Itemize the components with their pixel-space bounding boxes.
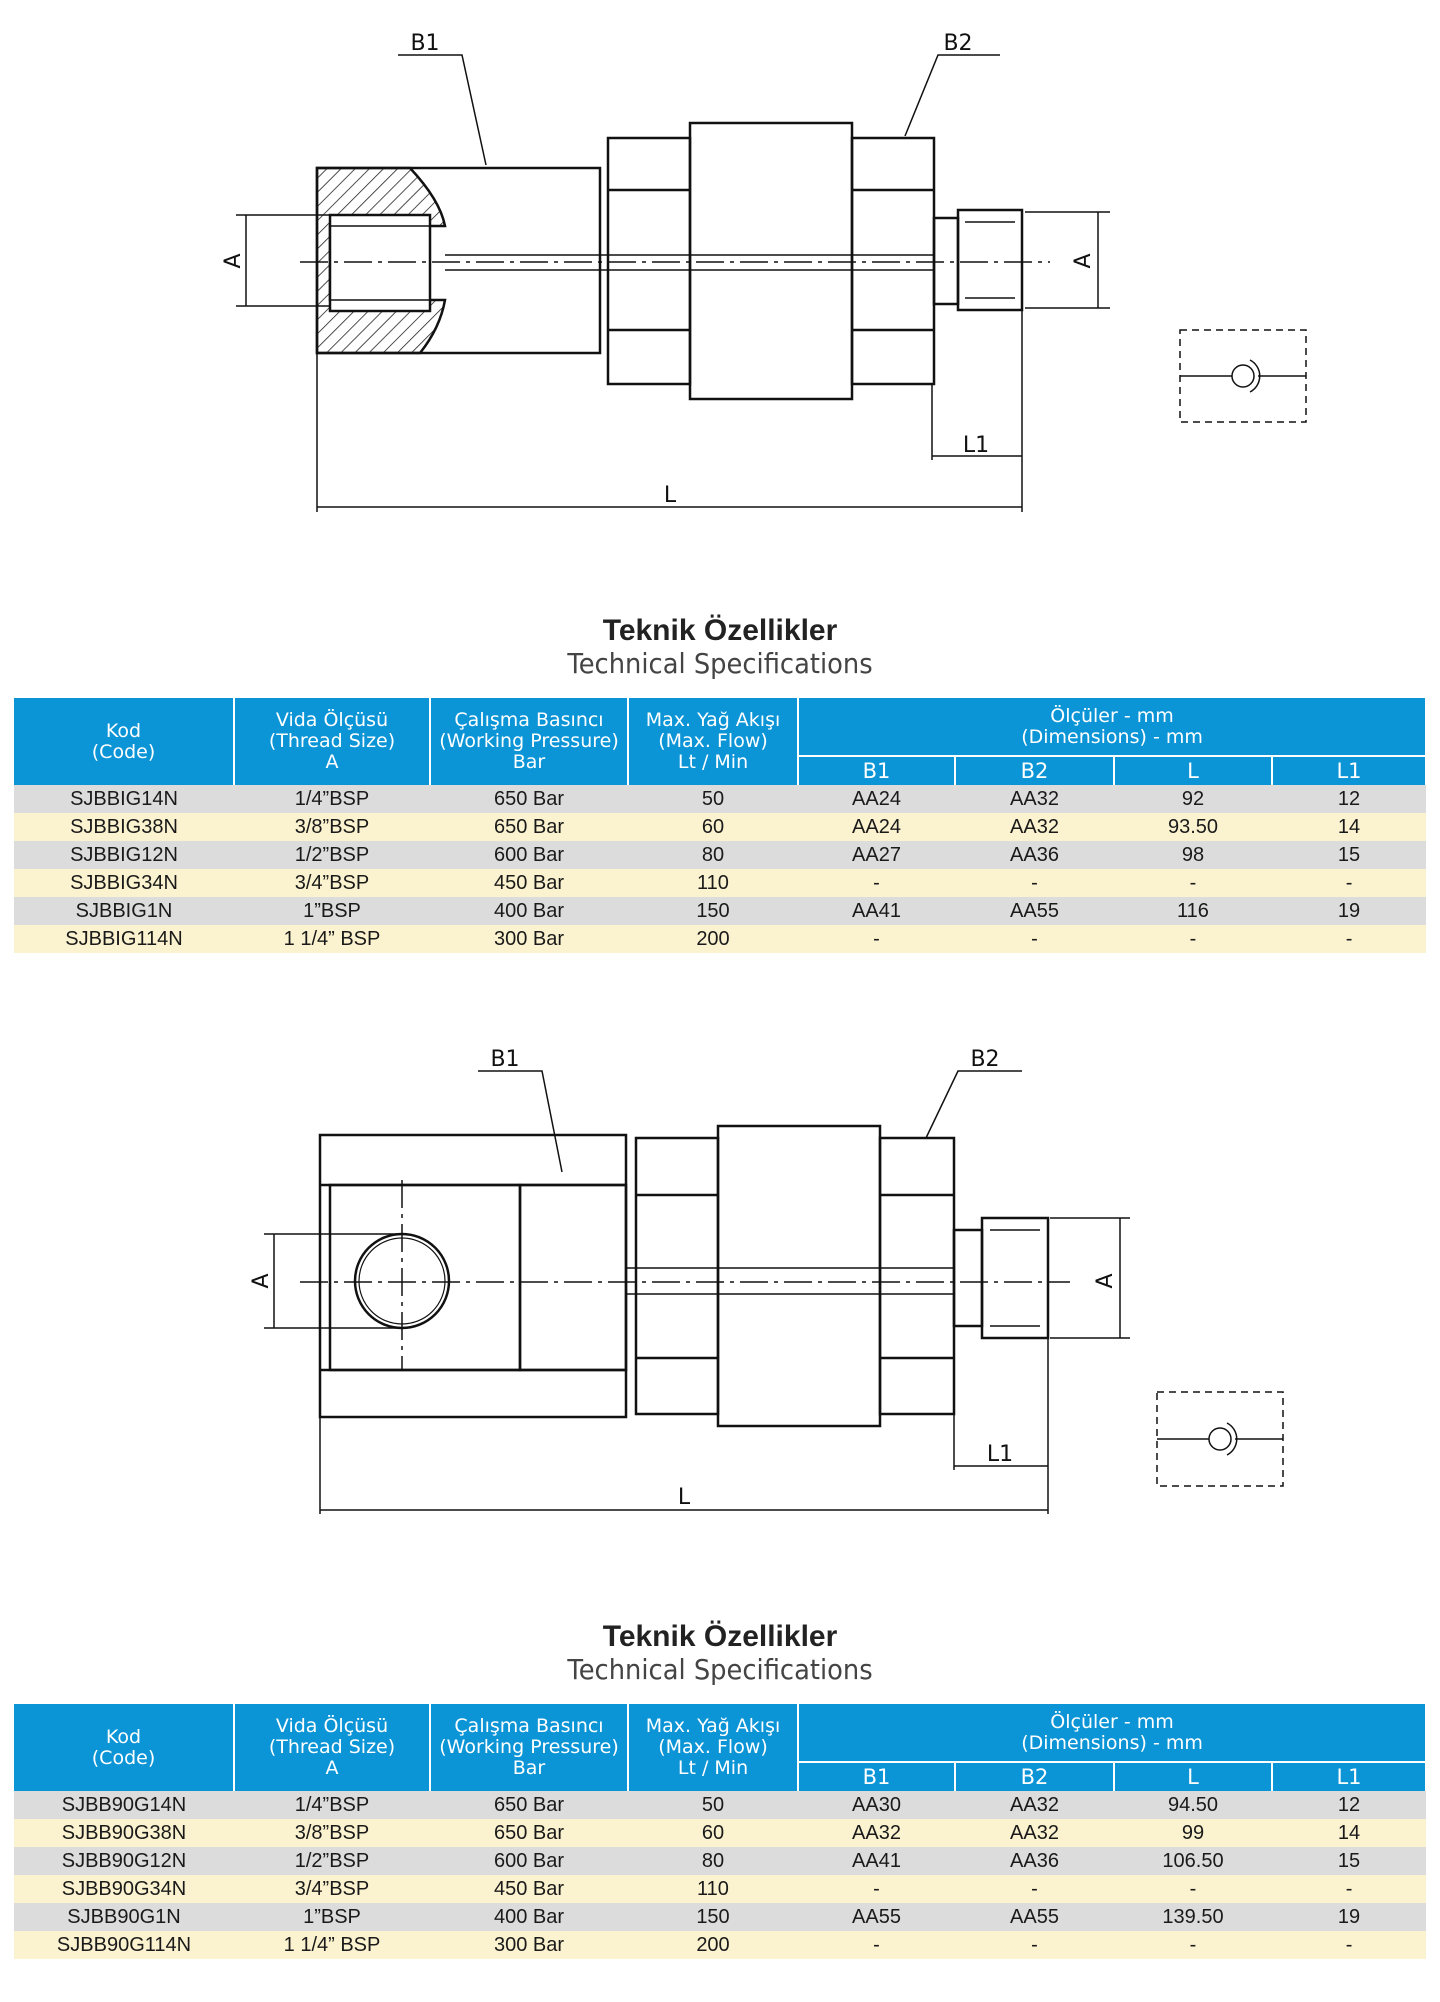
table-row: [14, 841, 1426, 869]
table-row: [14, 1847, 1426, 1875]
table-cell: AA32: [798, 1819, 955, 1847]
header-code: Kod (Code): [14, 1704, 234, 1791]
table-row: [14, 869, 1426, 897]
table-cell: 93.50: [1114, 813, 1272, 841]
table-row: [14, 813, 1426, 841]
table-cell: -: [798, 1875, 955, 1903]
table-cell: SJBB90G114N: [14, 1931, 234, 1959]
hex-nut-right: [880, 1138, 954, 1414]
drawing-90deg-svg: [0, 1020, 1440, 1550]
table-row: [14, 1819, 1426, 1847]
table-cell: 80: [628, 1847, 798, 1875]
header-pressure: Çalışma Basıncı (Working Pressure) Bar: [430, 698, 628, 785]
header-dimensions: Ölçüler - mm (Dimensions) - mm: [798, 698, 1426, 756]
table-cell: SJBBIG34N: [14, 869, 234, 897]
table-cell: 3/8”BSP: [234, 813, 430, 841]
header-l1: L1: [1272, 1762, 1426, 1791]
table-cell: SJBB90G1N: [14, 1903, 234, 1931]
table-cell: 110: [628, 869, 798, 897]
title-english: Technical Specifications: [567, 1653, 873, 1686]
table-cell: 3/8”BSP: [234, 1819, 430, 1847]
table-cell: AA30: [798, 1791, 955, 1819]
table-cell: 3/4”BSP: [234, 1875, 430, 1903]
table-cell: 1”BSP: [234, 897, 430, 925]
title-turkish: Teknik Özellikler: [602, 614, 838, 647]
table-cell: -: [798, 869, 955, 897]
table-cell: 400 Bar: [430, 897, 628, 925]
table-cell: 106.50: [1114, 1847, 1272, 1875]
table-cell: 1/2”BSP: [234, 841, 430, 869]
header-l1: L1: [1272, 756, 1426, 785]
title-english: Technical Specifications: [567, 647, 873, 680]
hex-nut-left: [608, 138, 690, 384]
internal-thread-bore: [330, 215, 430, 311]
table-row: [14, 897, 1426, 925]
header-b1: B1: [798, 1762, 955, 1791]
table-cell: 110: [628, 1875, 798, 1903]
table-cell: 600 Bar: [430, 1847, 628, 1875]
table-cell: SJBBIG114N: [14, 925, 234, 953]
table-cell: -: [1272, 925, 1426, 953]
table-cell: AA32: [955, 785, 1114, 813]
table-cell: 650 Bar: [430, 813, 628, 841]
table-row: [14, 1875, 1426, 1903]
table-cell: 14: [1272, 813, 1426, 841]
table-cell: 94.50: [1114, 1791, 1272, 1819]
table-cell: 650 Bar: [430, 1819, 628, 1847]
table-cell: AA55: [955, 897, 1114, 925]
label-b2: B2: [970, 1047, 1000, 1072]
table-cell: 1”BSP: [234, 1903, 430, 1931]
table-cell: -: [955, 869, 1114, 897]
center-cylinder: [718, 1126, 880, 1426]
table-cell: 12: [1272, 1791, 1426, 1819]
drawing-inline-svg: [0, 0, 1440, 560]
table-cell: 300 Bar: [430, 1931, 628, 1959]
table-cell: -: [1114, 1875, 1272, 1903]
table-cell: 650 Bar: [430, 1791, 628, 1819]
table-cell: -: [955, 1875, 1114, 1903]
table-cell: 12: [1272, 785, 1426, 813]
table-cell: -: [1114, 1931, 1272, 1959]
table-cell: 150: [628, 897, 798, 925]
title-turkish: Teknik Özellikler: [602, 1620, 838, 1653]
table-cell: SJBB90G14N: [14, 1791, 234, 1819]
left-body-outline: [320, 1135, 626, 1417]
table-cell: 60: [628, 1819, 798, 1847]
table-cell: 450 Bar: [430, 1875, 628, 1903]
table-row: [14, 785, 1426, 813]
table-cell: AA41: [798, 1847, 955, 1875]
table-cell: SJBBIG14N: [14, 785, 234, 813]
table-cell: 450 Bar: [430, 869, 628, 897]
table-cell: SJBBIG12N: [14, 841, 234, 869]
header-l: L: [1114, 1762, 1272, 1791]
table-cell: 150: [628, 1903, 798, 1931]
table-cell: -: [798, 925, 955, 953]
table-cell: -: [1272, 1875, 1426, 1903]
table-cell: 3/4”BSP: [234, 869, 430, 897]
table-cell: 50: [628, 1791, 798, 1819]
table-cell: AA32: [955, 1819, 1114, 1847]
label-b1: B1: [490, 1047, 520, 1072]
table-cell: 60: [628, 813, 798, 841]
header-b2: B2: [955, 756, 1114, 785]
section-title-2: [0, 1620, 1440, 1686]
table-cell: 15: [1272, 841, 1426, 869]
header-dimensions: Ölçüler - mm (Dimensions) - mm: [798, 1704, 1426, 1762]
table-cell: 1/2”BSP: [234, 1847, 430, 1875]
label-l1: L1: [986, 1442, 1014, 1467]
header-b1: B1: [798, 756, 955, 785]
label-a-right: A: [1071, 253, 1096, 269]
table-cell: 1 1/4” BSP: [234, 925, 430, 953]
table-cell: AA32: [955, 813, 1114, 841]
table-cell: -: [1272, 869, 1426, 897]
table-cell: SJBB90G38N: [14, 1819, 234, 1847]
table-cell: -: [1114, 925, 1272, 953]
table-cell: SJBBIG1N: [14, 897, 234, 925]
table-cell: 50: [628, 785, 798, 813]
table-cell: 200: [628, 1931, 798, 1959]
table-cell: 98: [1114, 841, 1272, 869]
label-a-left: A: [221, 253, 246, 269]
table-cell: SJBB90G12N: [14, 1847, 234, 1875]
table-row: [14, 1903, 1426, 1931]
header-flow: Max. Yağ Akışı (Max. Flow) Lt / Min: [628, 1704, 798, 1791]
header-thread: Vida Ölçüsü (Thread Size) A: [234, 698, 430, 785]
table-cell: AA36: [955, 841, 1114, 869]
table-cell: -: [1114, 869, 1272, 897]
table-cell: 19: [1272, 897, 1426, 925]
center-cylinder: [690, 123, 852, 399]
table-cell: AA36: [955, 1847, 1114, 1875]
table-cell: 1/4”BSP: [234, 1791, 430, 1819]
table-cell: 300 Bar: [430, 925, 628, 953]
table-cell: AA27: [798, 841, 955, 869]
table-cell: AA55: [798, 1903, 955, 1931]
male-thread-end: [958, 210, 1022, 310]
table-cell: 14: [1272, 1819, 1426, 1847]
table-cell: AA55: [955, 1903, 1114, 1931]
table-cell: AA32: [955, 1791, 1114, 1819]
table-cell: AA24: [798, 785, 955, 813]
table-cell: 650 Bar: [430, 785, 628, 813]
header-thread: Vida Ölçüsü (Thread Size) A: [234, 1704, 430, 1791]
table-row: [14, 1931, 1426, 1959]
header-pressure: Çalışma Basıncı (Working Pressure) Bar: [430, 1704, 628, 1791]
table-cell: 1/4”BSP: [234, 785, 430, 813]
table-cell: 92: [1114, 785, 1272, 813]
table-cell: 19: [1272, 1903, 1426, 1931]
table-cell: -: [798, 1931, 955, 1959]
table-cell: 116: [1114, 897, 1272, 925]
header-b2: B2: [955, 1762, 1114, 1791]
table-cell: 15: [1272, 1847, 1426, 1875]
label-b1: B1: [410, 31, 440, 56]
label-l: L: [677, 1485, 691, 1510]
technical-drawing-inline: [0, 0, 1440, 560]
label-l: L: [663, 483, 677, 508]
check-valve-symbol-icon: [1157, 1392, 1283, 1486]
table-cell: 400 Bar: [430, 1903, 628, 1931]
table-cell: -: [955, 1931, 1114, 1959]
table-cell: -: [955, 925, 1114, 953]
label-a-left: A: [249, 1273, 274, 1289]
label-b2: B2: [943, 31, 973, 56]
table-cell: SJBB90G34N: [14, 1875, 234, 1903]
check-valve-symbol-icon: [1180, 330, 1306, 422]
table-cell: 200: [628, 925, 798, 953]
table-row: [14, 1791, 1426, 1819]
table-cell: 600 Bar: [430, 841, 628, 869]
hex-nut-left: [636, 1138, 718, 1414]
header-l: L: [1114, 756, 1272, 785]
header-flow: Max. Yağ Akışı (Max. Flow) Lt / Min: [628, 698, 798, 785]
male-thread-end: [982, 1218, 1048, 1338]
label-a-right: A: [1093, 1273, 1118, 1289]
table-cell: 80: [628, 841, 798, 869]
table-cell: 1 1/4” BSP: [234, 1931, 430, 1959]
table-row: [14, 925, 1426, 953]
table-cell: AA24: [798, 813, 955, 841]
table-cell: -: [1272, 1931, 1426, 1959]
table-cell: 99: [1114, 1819, 1272, 1847]
section-title-1: [0, 614, 1440, 680]
hex-nut-right: [852, 138, 934, 384]
table-cell: AA41: [798, 897, 955, 925]
spec-table-1: [14, 698, 1427, 953]
header-code: Kod (Code): [14, 698, 234, 785]
table-cell: 139.50: [1114, 1903, 1272, 1931]
table-cell: SJBBIG38N: [14, 813, 234, 841]
label-l1: L1: [962, 433, 990, 458]
technical-drawing-90deg: [0, 1020, 1440, 1550]
spec-table-2: [14, 1704, 1427, 1959]
